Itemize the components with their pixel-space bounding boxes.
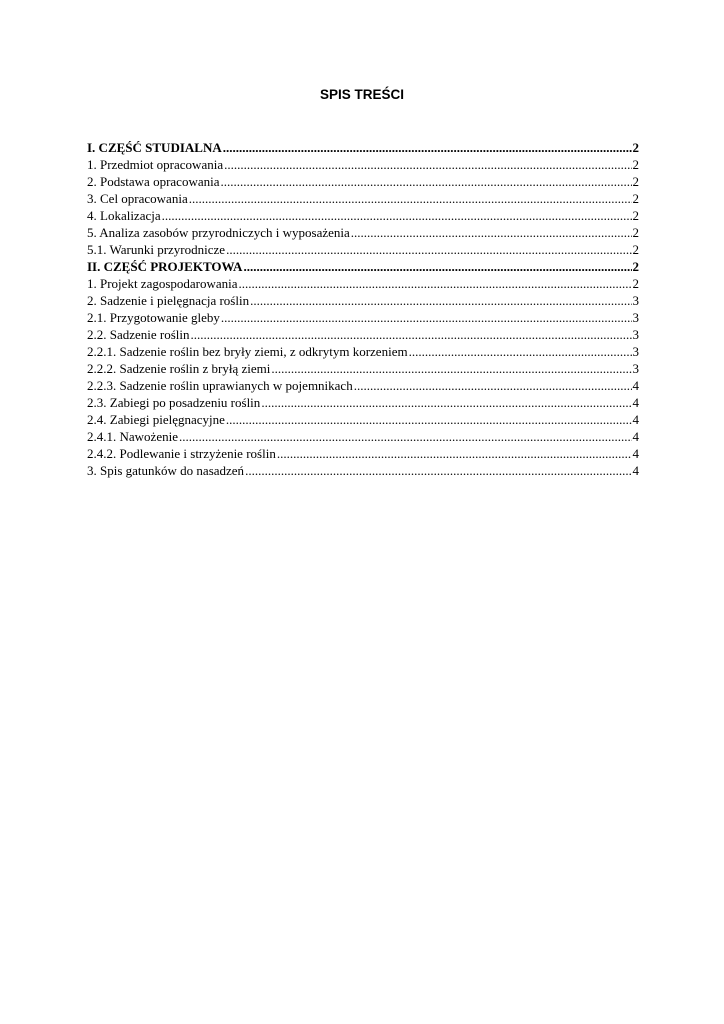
toc-page-number: 2 (632, 242, 639, 257)
toc-entry-text: 2.4.2. Podlewanie i strzyżenie roślin (87, 446, 276, 461)
toc-page-number: 2 (632, 174, 639, 189)
toc-entry-text: 2.4. Zabiegi pielęgnacyjne (87, 412, 225, 427)
toc-entry-text: 2.2. Sadzenie roślin (87, 327, 190, 342)
toc-leader-dots (239, 275, 632, 292)
toc-entry[interactable] (87, 190, 639, 207)
toc-page-number: 4 (632, 412, 639, 427)
toc-entry[interactable] (87, 462, 639, 479)
toc-page-number: 2 (632, 259, 639, 274)
toc-entry-text: 4. Lokalizacja (87, 208, 161, 223)
toc-entry-text: 2. Sadzenie i pielęgnacja roślin (87, 293, 250, 308)
toc-entry[interactable] (87, 360, 639, 377)
toc-leader-dots (261, 394, 631, 411)
toc-entry[interactable] (87, 326, 639, 343)
toc-leader-dots (221, 173, 632, 190)
toc-entry[interactable] (87, 377, 639, 394)
toc-entry-text: 2.4.1. Nawożenie (87, 429, 178, 444)
toc-entry-text: 2.2.2. Sadzenie roślin z bryłą ziemi (87, 361, 271, 376)
toc-page-number: 3 (632, 344, 639, 359)
toc-entry-text: 5. Analiza zasobów przyrodniczych i wyposażenia (87, 225, 350, 240)
toc-leader-dots (224, 156, 631, 173)
toc-entry-text: 2.3. Zabiegi po posadzeniu roślin (87, 395, 261, 410)
toc-entry-text: 2.1. Przygotowanie gleby (87, 310, 220, 325)
toc-page-number: 2 (632, 191, 639, 206)
toc-entry[interactable] (87, 224, 639, 241)
toc-page-number: 2 (632, 276, 639, 291)
toc-entry[interactable] (87, 394, 639, 411)
toc-page-number: 3 (632, 293, 639, 308)
toc-page-number: 4 (632, 378, 639, 393)
toc-page-number: 2 (632, 208, 639, 223)
toc-leader-dots (179, 428, 632, 445)
toc-entry[interactable] (87, 241, 639, 258)
toc-entry-text: 2. Podstawa opracowania (87, 174, 220, 189)
toc-leader-dots (162, 207, 632, 224)
toc-page-number: 3 (632, 310, 639, 325)
toc-page-number: 2 (632, 225, 639, 240)
toc-entry-text: II. CZĘŚĆ PROJEKTOWA (87, 259, 243, 274)
toc-page-number: 3 (632, 327, 639, 342)
toc-page-number: 4 (632, 395, 639, 410)
toc-page-number: 2 (632, 140, 639, 155)
toc-leader-dots (271, 360, 631, 377)
toc-entry[interactable] (87, 343, 639, 360)
toc-entry-text: 1. Przedmiot opracowania (87, 157, 224, 172)
toc-entry-text: 3. Spis gatunków do nasadzeń (87, 463, 245, 478)
toc-entry[interactable] (87, 428, 639, 445)
toc-entry-text: 1. Projekt zagospodarowania (87, 276, 238, 291)
toc-entry-text: 2.2.3. Sadzenie roślin uprawianych w pojemnikach (87, 378, 353, 393)
toc-entry[interactable] (87, 173, 639, 190)
toc-leader-dots (223, 139, 632, 156)
toc-entry[interactable] (87, 139, 639, 156)
toc-page-number: 4 (632, 429, 639, 444)
table-of-contents (87, 139, 639, 479)
toc-leader-dots (221, 309, 632, 326)
toc-leader-dots (191, 326, 632, 343)
toc-leader-dots (351, 224, 632, 241)
toc-page-number: 4 (632, 446, 639, 461)
toc-entry-text: 3. Cel opracowania (87, 191, 188, 206)
toc-leader-dots (226, 411, 632, 428)
toc-entry[interactable] (87, 292, 639, 309)
toc-entry-text: 2.2.1. Sadzenie roślin bez bryły ziemi, z odkrytym korzeniem (87, 344, 408, 359)
toc-entry[interactable] (87, 309, 639, 326)
toc-entry[interactable] (87, 156, 639, 173)
toc-entry-text: 5.1. Warunki przyrodnicze (87, 242, 226, 257)
toc-leader-dots (277, 445, 632, 462)
toc-entry[interactable] (87, 258, 639, 275)
toc-page-number: 3 (632, 361, 639, 376)
toc-entry[interactable] (87, 207, 639, 224)
toc-leader-dots (245, 462, 631, 479)
toc-leader-dots (409, 343, 632, 360)
toc-entry-text: I. CZĘŚĆ STUDIALNA (87, 140, 222, 155)
toc-entry[interactable] (87, 275, 639, 292)
toc-entry[interactable] (87, 445, 639, 462)
toc-page-number: 4 (632, 463, 639, 478)
toc-leader-dots (354, 377, 632, 394)
toc-page-number: 2 (632, 157, 639, 172)
toc-leader-dots (250, 292, 631, 309)
toc-title: SPIS TREŚCI (319, 87, 405, 102)
toc-leader-dots (226, 241, 631, 258)
toc-entry[interactable] (87, 411, 639, 428)
toc-leader-dots (189, 190, 632, 207)
toc-leader-dots (243, 258, 631, 275)
